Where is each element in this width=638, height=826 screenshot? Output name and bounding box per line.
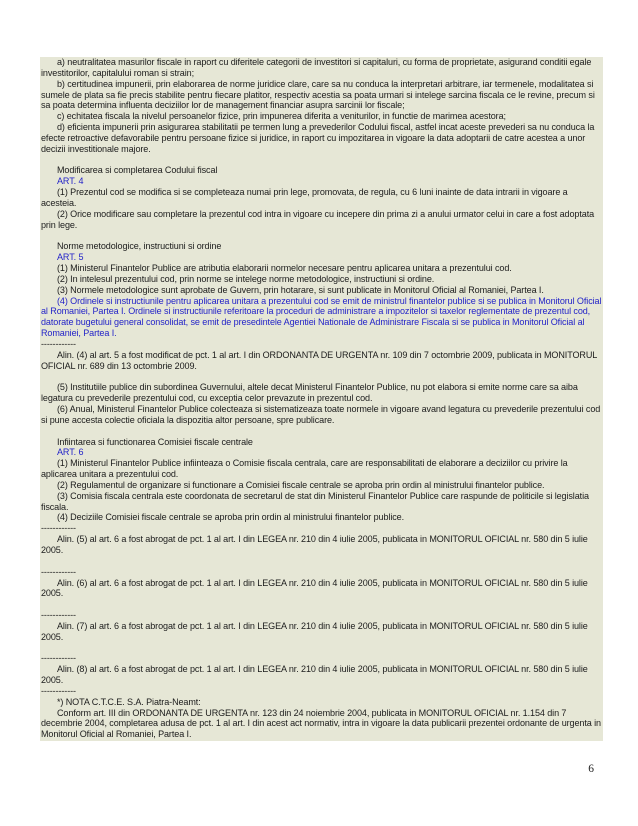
amendment-note: Alin. (4) al art. 5 a fost modificat de pct. 1 al art. I din ORDONANTA DE URGENTA nr. 109 din 7 octombrie 2009, publicata in MONITORUL OFICIAL nr. 689 din 13 octombrie 2009. bbox=[41, 349, 597, 371]
paragraph: (3) Comisia fiscala centrala este coordonata de secretarul de stat din Ministerul Finantelor Publice care raspunde de politicile si legislatia fiscala. bbox=[41, 490, 589, 512]
paragraph: (3) Normele metodologice sunt aprobate de Guvern, prin hotarare, si sunt publicate in Monitorul Oficial al Romaniei, Partea I. bbox=[57, 284, 544, 295]
separator: ------------ bbox=[41, 610, 76, 621]
document-text bbox=[40, 57, 603, 741]
article-link[interactable]: ART. 5 bbox=[57, 252, 84, 263]
paragraph: (5) Institutiile publice din subordinea Guvernului, altele decat Ministerul Finantelor Publice, nu pot elabora si emite norme care sa aiba legatura cu prevederile prezentului cod, cu exceptia celor prevazute in prezentul cod. bbox=[41, 382, 578, 404]
article-link[interactable]: ART. 6 bbox=[57, 447, 84, 458]
paragraph: c) echitatea fiscala la nivelul persoanelor fizice, prin impunerea diferita a veniturilor, in functie de marimea acestora; bbox=[57, 111, 506, 122]
separator: ------------ bbox=[41, 653, 76, 664]
document-page bbox=[40, 57, 603, 741]
section-heading: Modificarea si completarea Codului fiscal bbox=[57, 165, 218, 176]
page-number: 6 bbox=[588, 763, 594, 775]
paragraph: d) eficienta impunerii prin asigurarea stabilitatii pe termen lung a prevederilor Codului fiscal, astfel incat aceste prevederi sa nu conduca la efecte retroactive defavorabile pentru persoane fizice si juridice, in raport cu impozitarea in vigoare la data adoptarii de catre acestea a unor decizii investitionale majore. bbox=[41, 122, 595, 154]
nota-title: *) NOTA C.T.C.E. S.A. Piatra-Neamt: bbox=[57, 696, 201, 707]
nota-text: Conform art. III din ORDONANTA DE URGENTA nr. 123 din 24 noiembrie 2004, publicata in MONITORUL OFICIAL nr. 1.154 din 7 decembrie 2004, completarea adusa de pct. 1 al art. I din acest act normativ, intra in vigoare la data publicarii prezentei ordonante de urgenta in Monitorul Oficial al Romaniei, Partea I. bbox=[41, 707, 601, 740]
article-link[interactable]: ART. 4 bbox=[57, 176, 84, 187]
section-heading: Norme metodologice, instructiuni si ordine bbox=[57, 241, 222, 252]
separator: ------------ bbox=[41, 566, 76, 577]
paragraph: a) neutralitatea masurilor fiscale in raport cu diferitele categorii de investitori si capitaluri, cu forma de proprietate, asigurand conditii egale investitorilor, capitalului roman si strain; bbox=[41, 57, 592, 78]
paragraph: (1) Ministerul Finantelor Publice infiinteaza o Comisie fiscala centrala, care are responsabilitati de elaborare a deciziilor cu privire la aplicarea unitara a prezentului cod. bbox=[41, 458, 568, 480]
amendment-note: Alin. (5) al art. 6 a fost abrogat de pct. 1 al art. I din LEGEA nr. 210 din 4 iulie 2005, publicata in MONITORUL OFICIAL nr. 580 din 5 iulie 2005. bbox=[41, 534, 588, 555]
amendment-note: Alin. (7) al art. 6 a fost abrogat de pct. 1 al art. I din LEGEA nr. 210 din 4 iulie 2005, publicata in MONITORUL OFICIAL nr. 580 din 5 iulie 2005. bbox=[41, 620, 588, 642]
paragraph: (4) Deciziile Comisiei fiscale centrale se aproba prin ordin al ministrului finantelor publice. bbox=[57, 512, 405, 523]
amendment-note: Alin. (6) al art. 6 a fost abrogat de pct. 1 al art. I din LEGEA nr. 210 din 4 iulie 2005, publicata in MONITORUL OFICIAL nr. 580 din 5 iulie 2005. bbox=[41, 577, 588, 599]
section-heading: Infiintarea si functionarea Comisiei fiscale centrale bbox=[57, 436, 253, 447]
amendment-note: Alin. (8) al art. 6 a fost abrogat de pct. 1 al art. I din LEGEA nr. 210 din 4 iulie 2005, publicata in MONITORUL OFICIAL nr. 580 din 5 iulie 2005. bbox=[41, 664, 588, 686]
separator: ------------ bbox=[41, 685, 76, 696]
separator: ------------ bbox=[41, 523, 76, 534]
paragraph: (1) Ministerul Finantelor Publice are atributia elaborarii normelor necesare pentru aplicarea unitara a prezentului cod. bbox=[57, 263, 512, 274]
paragraph: (1) Prezentul cod se modifica si se completeaza numai prin lege, promovata, de regula, cu 6 luni inainte de data intrarii in vigoare a acesteia. bbox=[41, 187, 568, 208]
paragraph: (2) Orice modificare sau completare la prezentul cod intra in vigoare cu incepere din prima zi a anului urmator celui in care a fost adoptata prin lege. bbox=[41, 208, 595, 230]
paragraph: (6) Anual, Ministerul Finantelor Publice colecteaza si sistematizeaza toate normele in vigoare avand legatura cu prevederile prezentului cod si pune accesta colectie oficiala la dispozitia altor persoane, spre publicare. bbox=[41, 404, 601, 425]
amended-paragraph-link[interactable]: (4) Ordinele si instructiunile pentru aplicarea unitara a prezentului cod se emit de ministrul finantelor publice si se publica in Monitorul Oficial al Romaniei, Partea I. Ordinele si instructiunile referitoare la proceduri de administrare a impozitelor si taxelor reglementate de prezentul cod, datorate bugetului general consolidat, se emit de presedintele Agentiei Nationale de Administrare Fiscala si se publica in Monitorul Oficial al Romaniei, Partea I. bbox=[41, 295, 602, 339]
paragraph: b) certitudinea impunerii, prin elaborarea de norme juridice clare, care sa nu conduca la interpretari arbitrare, iar termenele, modalitatea si sumele de plata sa fie precis stabilite pentru fiecare platitor, respectiv acestia sa poata urmari si intelege sarcina fiscala ce le revine, precum si sa poata determina influenta deciziilor lor de management financiar asupra sarcinii lor fiscale; bbox=[41, 78, 595, 111]
separator: ------------ bbox=[41, 338, 76, 349]
paragraph: (2) In intelesul prezentului cod, prin norme se intelege norme metodologice, instructiuni si ordine. bbox=[57, 273, 435, 284]
paragraph: (2) Regulamentul de organizare si functionare a Comisiei fiscale centrale se aproba prin ordin al ministrului finantelor publice. bbox=[57, 479, 545, 490]
